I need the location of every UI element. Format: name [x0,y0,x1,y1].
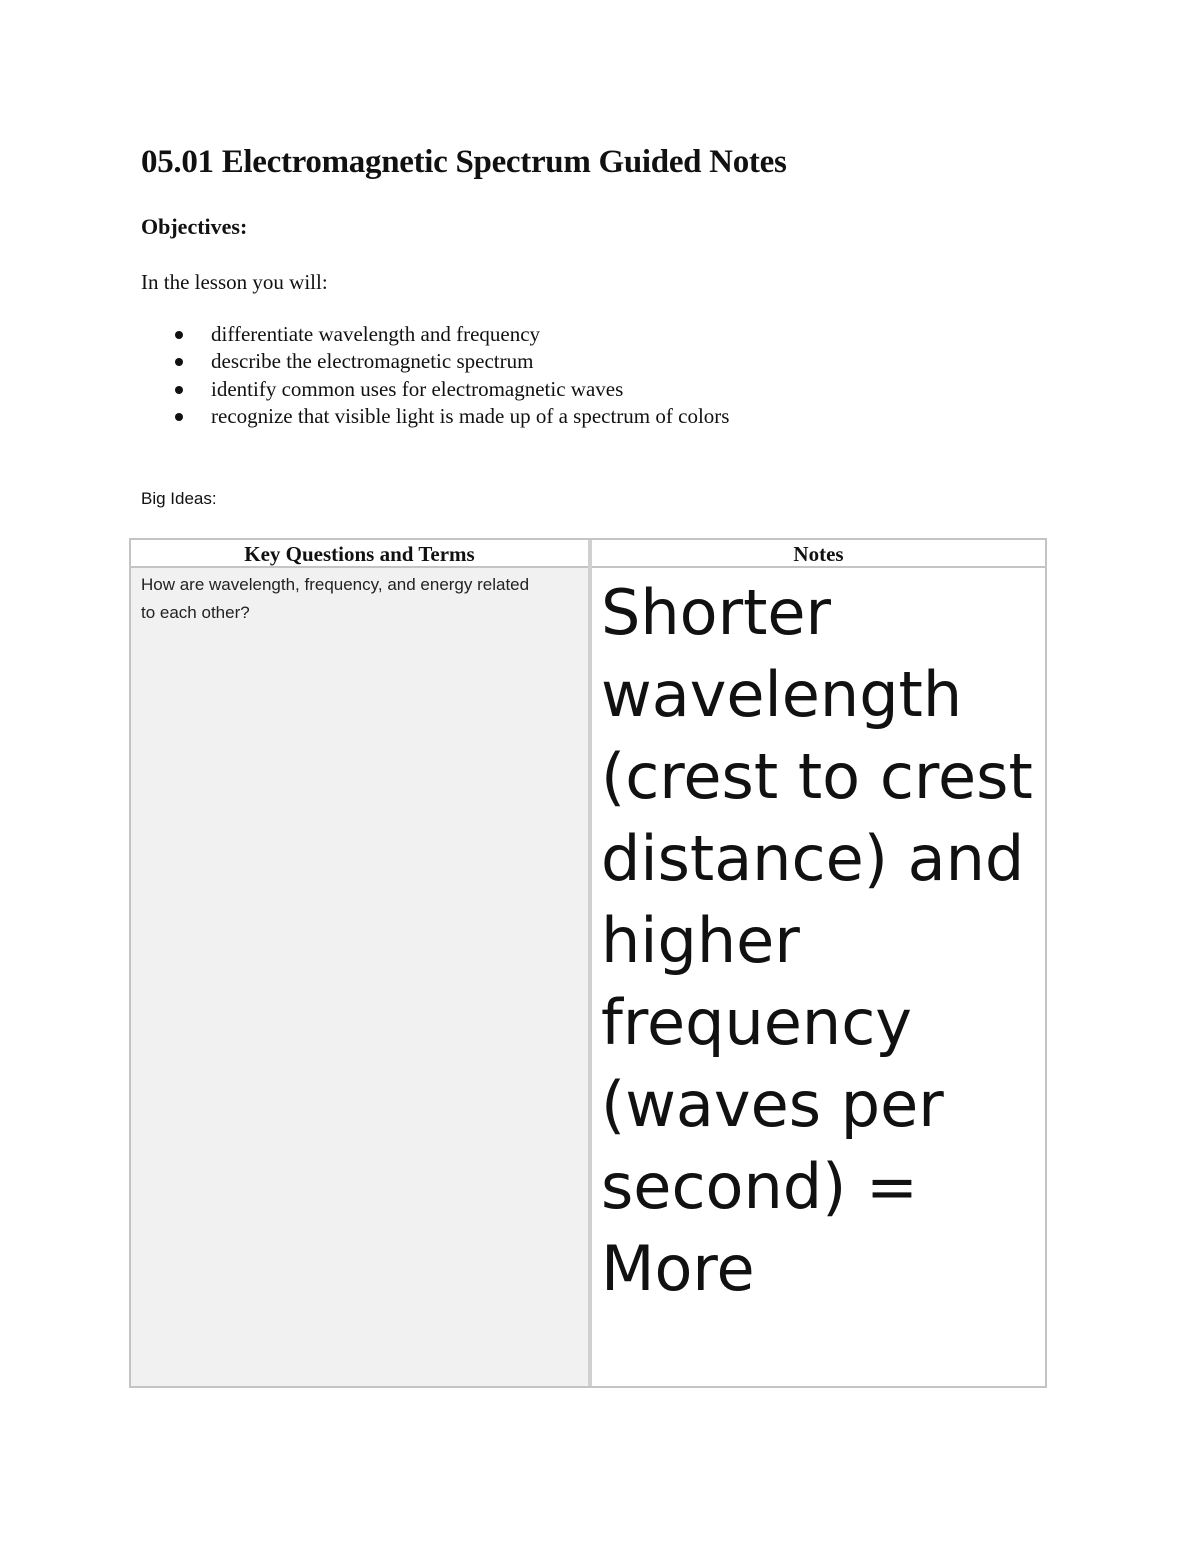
objective-text: identify common uses for electromagnetic waves [211,376,624,401]
objective-item [141,376,729,403]
objective-item [141,403,729,430]
header-key-questions: Key Questions and Terms [244,542,475,566]
objectives-list [141,321,729,430]
big-ideas-label: Big Ideas: [141,489,217,508]
bullet-icon [175,358,183,366]
intro-text: In the lesson you will: [141,270,328,294]
objective-text: differentiate wavelength and frequency [211,322,541,346]
objective-item [141,348,729,375]
guided-notes-table [129,538,1047,1388]
objectives-heading: Objectives: [141,214,248,239]
document-title: 05.01 Electromagnetic Spectrum Guided Notes [141,144,787,180]
question-text: How are wavelength, frequency, and energy related to each other? [141,575,530,622]
question-cell[interactable] [131,568,588,1386]
bullet-icon [175,413,183,421]
bullet-icon [175,386,183,394]
bullet-icon [175,331,183,339]
notes-text: Shorter wavelength (crest to crest distance) and higher frequency (waves per second) = More [601,576,1033,1305]
notes-cell[interactable] [592,568,1045,1386]
objective-text: recognize that visible light is made up of a spectrum of colors [211,403,730,428]
header-notes: Notes [793,542,844,566]
objective-text: describe the electromagnetic spectrum [211,349,534,374]
objective-item [141,321,729,348]
